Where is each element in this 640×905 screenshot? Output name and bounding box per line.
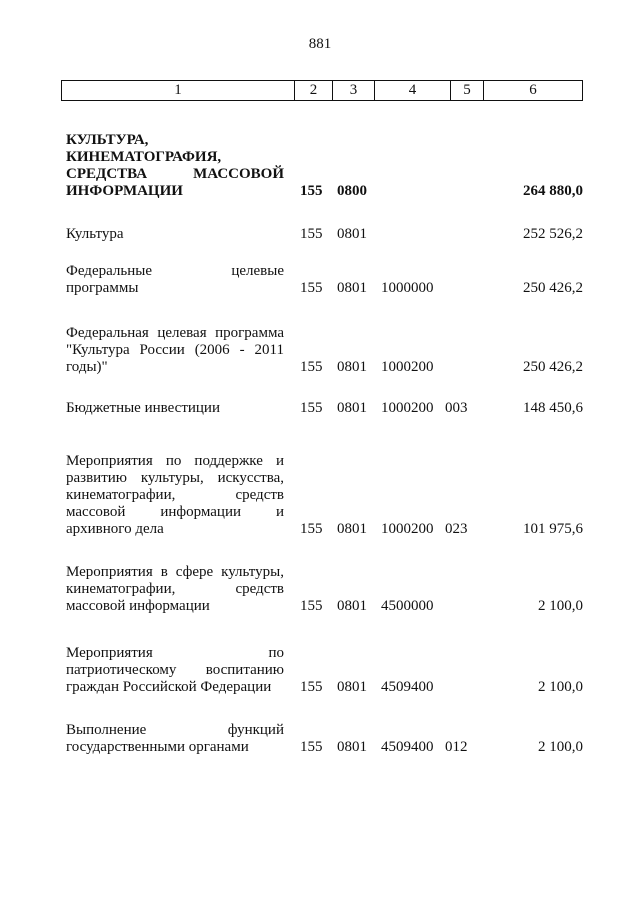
row-name xyxy=(66,453,284,538)
row-name-line: Мероприятия по xyxy=(66,645,284,661)
row-cell-c6: 264 880,0 xyxy=(523,183,583,199)
row-name-line: кинематографии, средств xyxy=(66,487,284,503)
row-name-line: программы xyxy=(66,280,139,296)
row-name-line: патриотическому воспитанию xyxy=(66,662,284,678)
row-cell-c4: 4509400 xyxy=(381,739,434,755)
row-cell-c3: 0801 xyxy=(337,280,367,296)
row-cell-c6: 2 100,0 xyxy=(538,598,583,614)
row-cell-c6: 252 526,2 xyxy=(523,226,583,242)
column-header-2: 2 xyxy=(294,81,332,100)
row-cell-c2: 155 xyxy=(300,183,323,199)
row-name-line: "Культура России (2006 - 2011 xyxy=(66,342,284,358)
row-cell-c3: 0801 xyxy=(337,598,367,614)
row-cell-c2: 155 xyxy=(300,400,323,416)
row-name xyxy=(66,226,284,243)
row-cell-c4: 1000200 xyxy=(381,400,434,416)
row-name-line: СРЕДСТВА МАССОВОЙ xyxy=(66,166,284,182)
row-cell-c2: 155 xyxy=(300,359,323,375)
row-name-line: Выполнение функций xyxy=(66,722,284,738)
row-cell-c3: 0801 xyxy=(337,359,367,375)
row-name-line: Мероприятия в сфере культуры, xyxy=(66,564,284,580)
row-name-line: массовой информации xyxy=(66,598,210,614)
table-row xyxy=(0,564,640,615)
row-cell-c4: 1000200 xyxy=(381,359,434,375)
table-row xyxy=(0,453,640,538)
row-cell-c6: 250 426,2 xyxy=(523,280,583,296)
row-cell-c6: 101 975,6 xyxy=(523,521,583,537)
row-name-line: кинематографии, средств xyxy=(66,581,284,597)
table-row xyxy=(0,226,640,243)
row-cell-c2: 155 xyxy=(300,226,323,242)
row-name-line: граждан Российской Федерации xyxy=(66,679,272,695)
table-row xyxy=(0,400,640,417)
row-cell-c3: 0801 xyxy=(337,400,367,416)
row-cell-c3: 0801 xyxy=(337,679,367,695)
row-cell-c2: 155 xyxy=(300,739,323,755)
table-row xyxy=(0,132,640,200)
row-cell-c3: 0800 xyxy=(337,183,367,199)
row-name-line: архивного дела xyxy=(66,521,164,537)
row-name-line: Бюджетные инвестиции xyxy=(66,400,220,416)
row-cell-c4: 4500000 xyxy=(381,598,434,614)
row-name-line: Федеральные целевые xyxy=(66,263,284,279)
column-header-row xyxy=(61,80,583,101)
row-name xyxy=(66,645,284,696)
row-name-line: годы)" xyxy=(66,359,108,375)
row-cell-c2: 155 xyxy=(300,280,323,296)
row-name-line: развитию культуры, искусства, xyxy=(66,470,284,486)
row-cell-c2: 155 xyxy=(300,598,323,614)
row-name-line: КУЛЬТУРА, xyxy=(66,132,149,148)
column-header-5: 5 xyxy=(450,81,483,100)
table-row xyxy=(0,645,640,696)
row-cell-c4: 1000200 xyxy=(381,521,434,537)
row-name xyxy=(66,325,284,376)
row-name-line: массовой информации и xyxy=(66,504,284,520)
row-cell-c3: 0801 xyxy=(337,226,367,242)
row-cell-c2: 155 xyxy=(300,679,323,695)
row-cell-c4: 4509400 xyxy=(381,679,434,695)
row-name-line: Культура xyxy=(66,226,124,242)
row-cell-c6: 2 100,0 xyxy=(538,679,583,695)
row-name xyxy=(66,400,284,417)
row-cell-c5: 023 xyxy=(445,521,468,537)
column-header-6: 6 xyxy=(483,81,582,100)
table-row xyxy=(0,722,640,756)
row-name xyxy=(66,722,284,756)
row-cell-c3: 0801 xyxy=(337,521,367,537)
row-cell-c5: 003 xyxy=(445,400,468,416)
row-name-line: государственными органами xyxy=(66,739,249,755)
column-header-1: 1 xyxy=(174,82,182,98)
row-cell-c6: 2 100,0 xyxy=(538,739,583,755)
column-header-3: 3 xyxy=(332,81,374,100)
page-number: 881 xyxy=(308,36,332,52)
row-cell-c5: 012 xyxy=(445,739,468,755)
row-name xyxy=(66,132,284,200)
table-row xyxy=(0,325,640,376)
table-row xyxy=(0,263,640,297)
row-name xyxy=(66,564,284,615)
row-cell-c3: 0801 xyxy=(337,739,367,755)
row-name-line: Федеральная целевая программа xyxy=(66,325,284,341)
row-cell-c6: 250 426,2 xyxy=(523,359,583,375)
row-name-line: ИНФОРМАЦИИ xyxy=(66,183,183,199)
row-cell-c6: 148 450,6 xyxy=(523,400,583,416)
row-cell-c2: 155 xyxy=(300,521,323,537)
row-cell-c4: 1000000 xyxy=(381,280,434,296)
column-header-4: 4 xyxy=(374,81,450,100)
row-name-line: КИНЕМАТОГРАФИЯ, xyxy=(66,149,222,165)
row-name xyxy=(66,263,284,297)
row-name-line: Мероприятия по поддержке и xyxy=(66,453,284,469)
